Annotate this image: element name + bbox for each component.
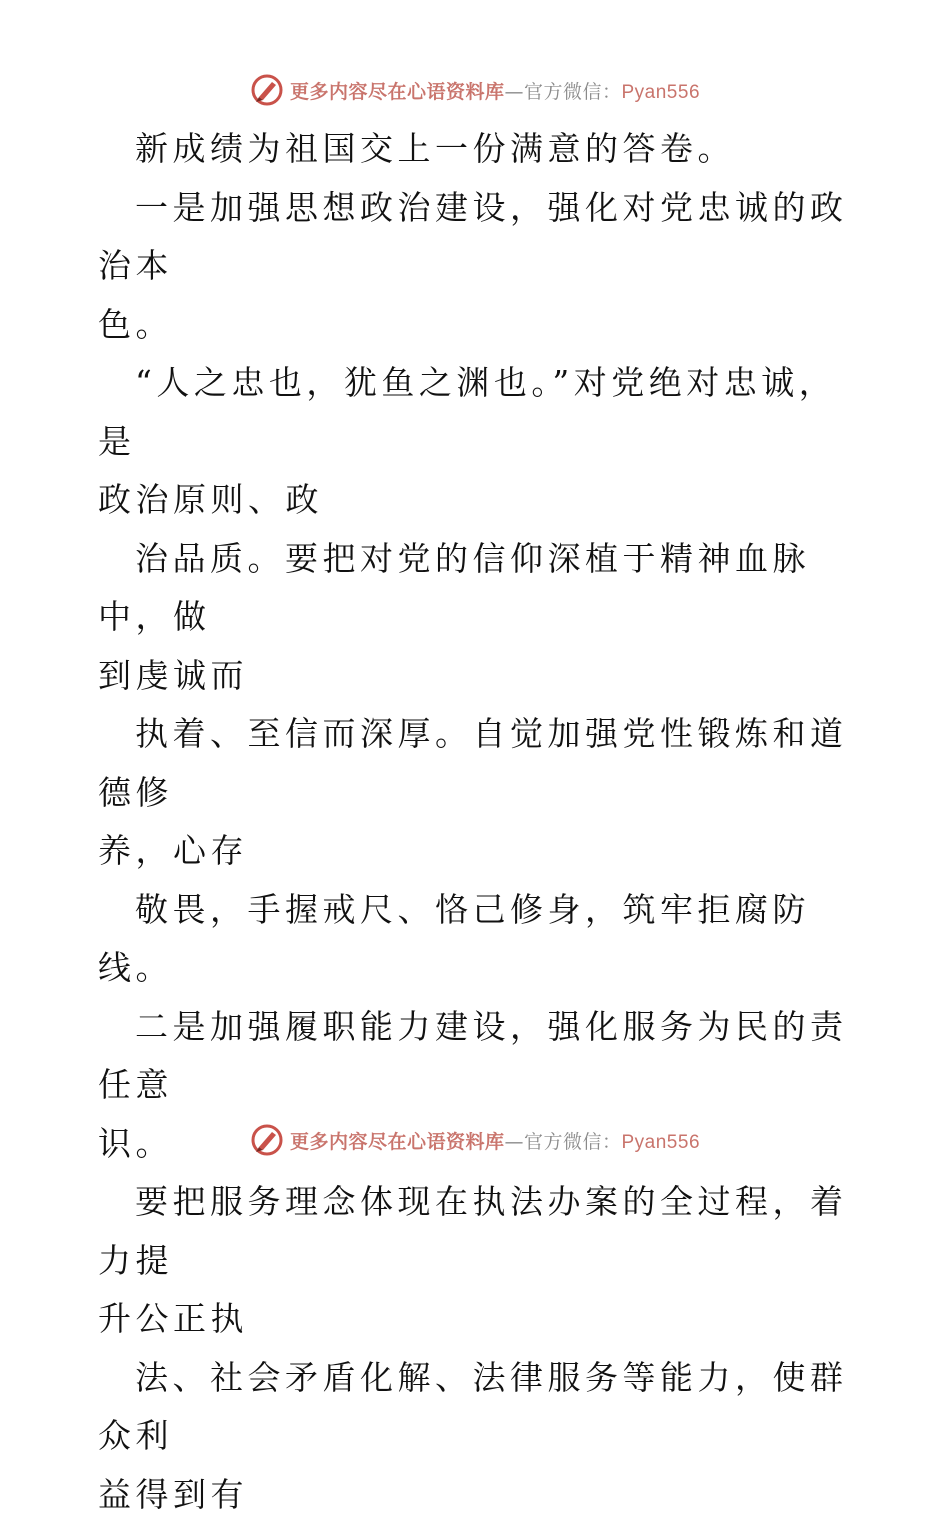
paragraph-continuation-line: 到虔诚而 bbox=[98, 647, 858, 706]
paragraph-line: 一是加强思想政治建设，强化对党忠诚的政治本 bbox=[98, 179, 858, 296]
paragraph bbox=[98, 179, 858, 355]
paragraph bbox=[98, 120, 858, 179]
footer-banner bbox=[0, 1120, 950, 1160]
paragraph bbox=[98, 705, 858, 881]
logo-icon bbox=[250, 73, 284, 107]
footer-banner-wechat-id: Pyan556 bbox=[622, 1132, 701, 1153]
header-banner-dash: — bbox=[504, 81, 524, 103]
paragraph bbox=[98, 1173, 858, 1349]
paragraph-continuation-line: 升公正执 bbox=[98, 1290, 858, 1349]
paragraph-line: 新成绩为祖国交上一份满意的答卷。 bbox=[98, 120, 858, 179]
logo-icon bbox=[250, 1123, 284, 1157]
footer-banner-title: 更多内容尽在心语资料库 bbox=[290, 1131, 505, 1153]
header-banner-title: 更多内容尽在心语资料库 bbox=[290, 81, 505, 103]
header-banner-wechat-label: 官方微信： bbox=[524, 81, 622, 103]
paragraph-line: 法、社会矛盾化解、法律服务等能力，使群众利 bbox=[98, 1349, 858, 1466]
paragraph-line: 执着、至信而深厚。自觉加强党性锻炼和道德修 bbox=[98, 705, 858, 822]
paragraph bbox=[98, 881, 858, 998]
paragraph-line: 要把服务理念体现在执法办案的全过程，着力提 bbox=[98, 1173, 858, 1290]
paragraph-continuation-line: 政治原则、政 bbox=[98, 471, 858, 530]
paragraph-continuation-line: 色。 bbox=[98, 296, 858, 355]
header-banner-text bbox=[290, 77, 700, 104]
paragraph-line: 敬畏，手握戒尺、恪己修身，筑牢拒腐防线。 bbox=[98, 881, 858, 998]
header-banner bbox=[0, 70, 950, 110]
paragraph bbox=[98, 354, 858, 530]
paragraph bbox=[98, 530, 858, 706]
paragraph-continuation-line: 识。 bbox=[98, 1115, 858, 1174]
paragraph-continuation-line: 益得到有 bbox=[98, 1466, 858, 1524]
paragraph-line: “人之忠也，犹鱼之渊也。”对党绝对忠诚，是 bbox=[98, 354, 858, 471]
footer-banner-text bbox=[290, 1127, 700, 1154]
paragraph-continuation-line: 养，心存 bbox=[98, 822, 858, 881]
paragraph bbox=[98, 1349, 858, 1524]
paragraph-line: 二是加强履职能力建设，强化服务为民的责任意 bbox=[98, 998, 858, 1115]
footer-banner-dash: — bbox=[504, 1131, 524, 1153]
footer-banner-wechat-label: 官方微信： bbox=[524, 1131, 622, 1153]
document-body bbox=[98, 120, 858, 1524]
paragraph-line: 治品质。要把对党的信仰深植于精神血脉中，做 bbox=[98, 530, 858, 647]
header-banner-wechat-id: Pyan556 bbox=[622, 82, 701, 103]
